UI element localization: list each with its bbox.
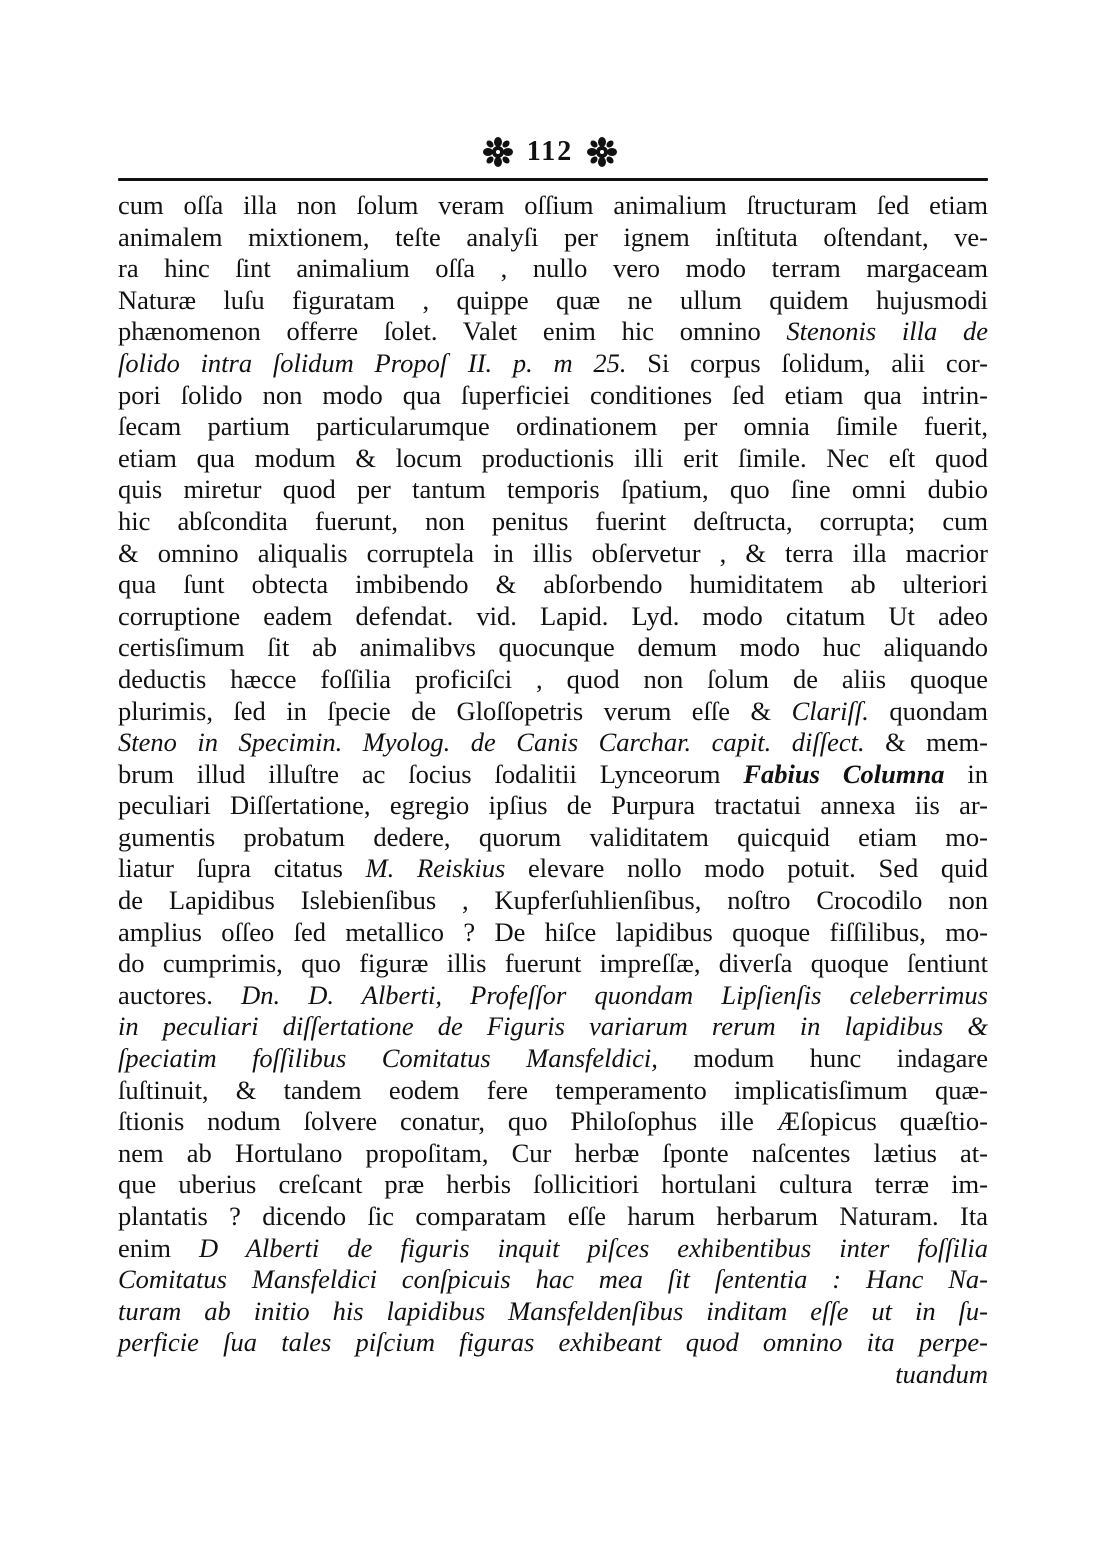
text-segment: Naturæ luſu figuratam , quippe quæ ne ullum quidem hujusmodi	[118, 284, 988, 315]
text-segment: liatur ſupra citatus	[118, 853, 366, 884]
text-segment: nem ab Hortulano propoſitam, Cur herbæ ſponte naſcentes lætius at-	[118, 1137, 988, 1168]
text-line	[118, 1138, 988, 1170]
text-line	[118, 411, 988, 443]
italic-segment: tuandum	[895, 1358, 988, 1389]
header-rule	[118, 178, 988, 181]
text-line	[118, 885, 988, 917]
text-line	[118, 1296, 988, 1328]
text-line	[118, 1169, 988, 1201]
text-line	[118, 190, 988, 222]
text-segment: certisſimum ſit ab animalibvs quocunque demum modo huc aliquando	[118, 632, 988, 663]
text-segment: Si corpus ſolidum, alii cor-	[626, 347, 988, 378]
text-line	[118, 853, 988, 885]
text-line	[118, 1106, 988, 1138]
text-segment: deductis hæcce foſſilia proficiſci , quod non ſolum de aliis quoque	[118, 663, 988, 694]
text-segment: ra hinc ſint animalium oſſa , nullo vero modo terram margaceam	[118, 253, 988, 284]
text-segment: & omnino aliqualis corruptela in illis obſervetur , & terra illa macrior	[118, 537, 988, 568]
text-segment: plurimis, ſed in ſpecie de Gloſſopetris verum eſſe &	[118, 695, 792, 726]
text-line	[118, 222, 988, 254]
text-segment: ſtionis nodum ſolvere conatur, quo Philoſophus ille Æſopicus quæſtio-	[118, 1106, 988, 1137]
text-line	[118, 1201, 988, 1233]
text-segment: peculiari Diſſertatione, egregio ipſius de Purpura tractatui annexa iis ar-	[118, 790, 988, 821]
text-line	[118, 917, 988, 949]
italic-segment: Steno in Specimin. Myolog. de Canis Carchar. capit. diſſect.	[118, 727, 865, 758]
text-line	[118, 1233, 988, 1265]
italic-segment: perficie ſua tales piſcium figuras exhibeant quod omnino ita perpe-	[118, 1327, 988, 1358]
text-line	[118, 285, 988, 317]
text-segment: animalem mixtionem, teſte analyſi per ignem inſtituta oſtendant, ve-	[118, 221, 988, 252]
text-segment: & mem-	[864, 727, 988, 758]
italic-segment: Clariſſ.	[791, 695, 869, 726]
text-line	[118, 538, 988, 570]
text-segment: pori ſolido non modo qua ſuperficiei conditiones ſed etiam qua intrin-	[118, 379, 988, 410]
text-segment: plantatis ? dicendo ſic comparatam eſſe harum herbarum Naturam. Ita	[118, 1201, 988, 1231]
page-header	[0, 132, 1100, 172]
text-line	[118, 1043, 988, 1075]
text-segment: modum hunc indagare	[657, 1043, 988, 1074]
italic-segment: Comitatus Mansfeldici conſpicuis hac mea ſit ſententia : Hanc Na-	[118, 1264, 988, 1295]
text-line	[118, 506, 988, 538]
fleuron-icon	[587, 137, 617, 167]
text-line	[118, 253, 988, 285]
text-segment: etiam qua modum & locum productionis illi erit ſimile. Nec eſt quod	[118, 442, 988, 473]
body-text	[118, 190, 988, 1391]
italic-segment: ſolido intra ſolidum Propoſ II. p. m 25.	[118, 347, 627, 378]
page-number: 112	[526, 136, 574, 167]
italic-segment: M. Reiskius	[365, 853, 506, 884]
text-segment: amplius oſſeo ſed metallico ? De hiſce lapidibus quoque fiſſilibus, mo-	[118, 916, 988, 947]
italic-segment: Dn. D. Alberti, Profeſſor quondam Lipſienſis celeberrimus	[241, 979, 988, 1010]
text-line	[118, 980, 988, 1012]
text-line	[118, 790, 988, 822]
text-segment: cum oſſa illa non ſolum veram oſſium animalium ſtructuram ſed etiam	[118, 190, 988, 220]
text-line	[118, 474, 988, 506]
text-line	[118, 443, 988, 475]
text-line	[118, 1359, 988, 1391]
italic-segment: ſpeciatim foſſilibus Comitatus Mansfeldici,	[118, 1043, 658, 1074]
text-segment: qua ſunt obtecta imbibendo & abſorbendo humiditatem ab ulteriori	[118, 569, 988, 600]
text-segment: in	[944, 758, 988, 789]
text-segment: elevare nollo modo potuit. Sed quid	[505, 853, 988, 884]
text-line	[118, 696, 988, 728]
text-segment: gumentis probatum dedere, quorum validitatem quicquid etiam mo-	[118, 821, 988, 852]
text-segment: de Lapidibus Islebienſibus , Kupferſuhlienſibus, noſtro Crocodilo non	[118, 885, 988, 916]
text-line	[118, 727, 988, 759]
text-line	[118, 316, 988, 348]
text-segment: auctores.	[118, 979, 242, 1010]
italic-segment: D Alberti de figuris inquit piſces exhibentibus inter foſſilia	[199, 1232, 988, 1263]
text-line	[118, 632, 988, 664]
text-segment: quis miretur quod per tantum temporis ſpatium, quo ſine omni dubio	[118, 474, 988, 505]
italic-segment: turam ab initio his lapidibus Mansfeldenſibus inditam eſſe ut in ſu-	[118, 1295, 988, 1326]
text-line	[118, 1075, 988, 1107]
text-line	[118, 1264, 988, 1296]
text-segment: que uberius creſcant præ herbis ſollicitiori hortulani cultura terræ im-	[118, 1169, 988, 1200]
italic-segment: in peculiari diſſertatione de Figuris variarum rerum in lapidibus &	[118, 1011, 988, 1042]
text-segment: phænomenon offerre ſolet. Valet enim hic omnino	[118, 316, 787, 347]
text-line	[118, 601, 988, 633]
text-segment: ſuſtinuit, & tandem eodem fere temperamento implicatisſimum quæ-	[118, 1074, 988, 1105]
fleuron-icon	[483, 137, 513, 167]
text-line	[118, 348, 988, 380]
text-segment: corruptione eadem defendat. vid. Lapid. Lyd. modo citatum Ut adeo	[118, 600, 988, 631]
text-line	[118, 759, 988, 791]
text-line	[118, 380, 988, 412]
text-line	[118, 948, 988, 980]
text-segment: ſecam partium particularumque ordinationem per omnia ſimile fuerit,	[118, 411, 988, 442]
text-segment: hic abſcondita fuerunt, non penitus fuerint deſtructa, corrupta; cum	[118, 505, 988, 536]
text-segment: do cumprimis, quo figuræ illis fuerunt impreſſæ, diverſa quoque ſentiunt	[118, 948, 988, 979]
text-segment: quondam	[868, 695, 988, 726]
text-line	[118, 664, 988, 696]
text-line	[118, 1011, 988, 1043]
text-segment: enim	[118, 1232, 200, 1263]
text-segment: brum illud illuſtre ac ſocius ſodalitii Lynceorum	[118, 758, 744, 789]
italic-segment: Fabius Columna	[743, 758, 945, 789]
text-line	[118, 569, 988, 601]
text-line	[118, 822, 988, 854]
italic-segment: Stenonis illa de	[786, 316, 988, 347]
text-line	[118, 1327, 988, 1359]
